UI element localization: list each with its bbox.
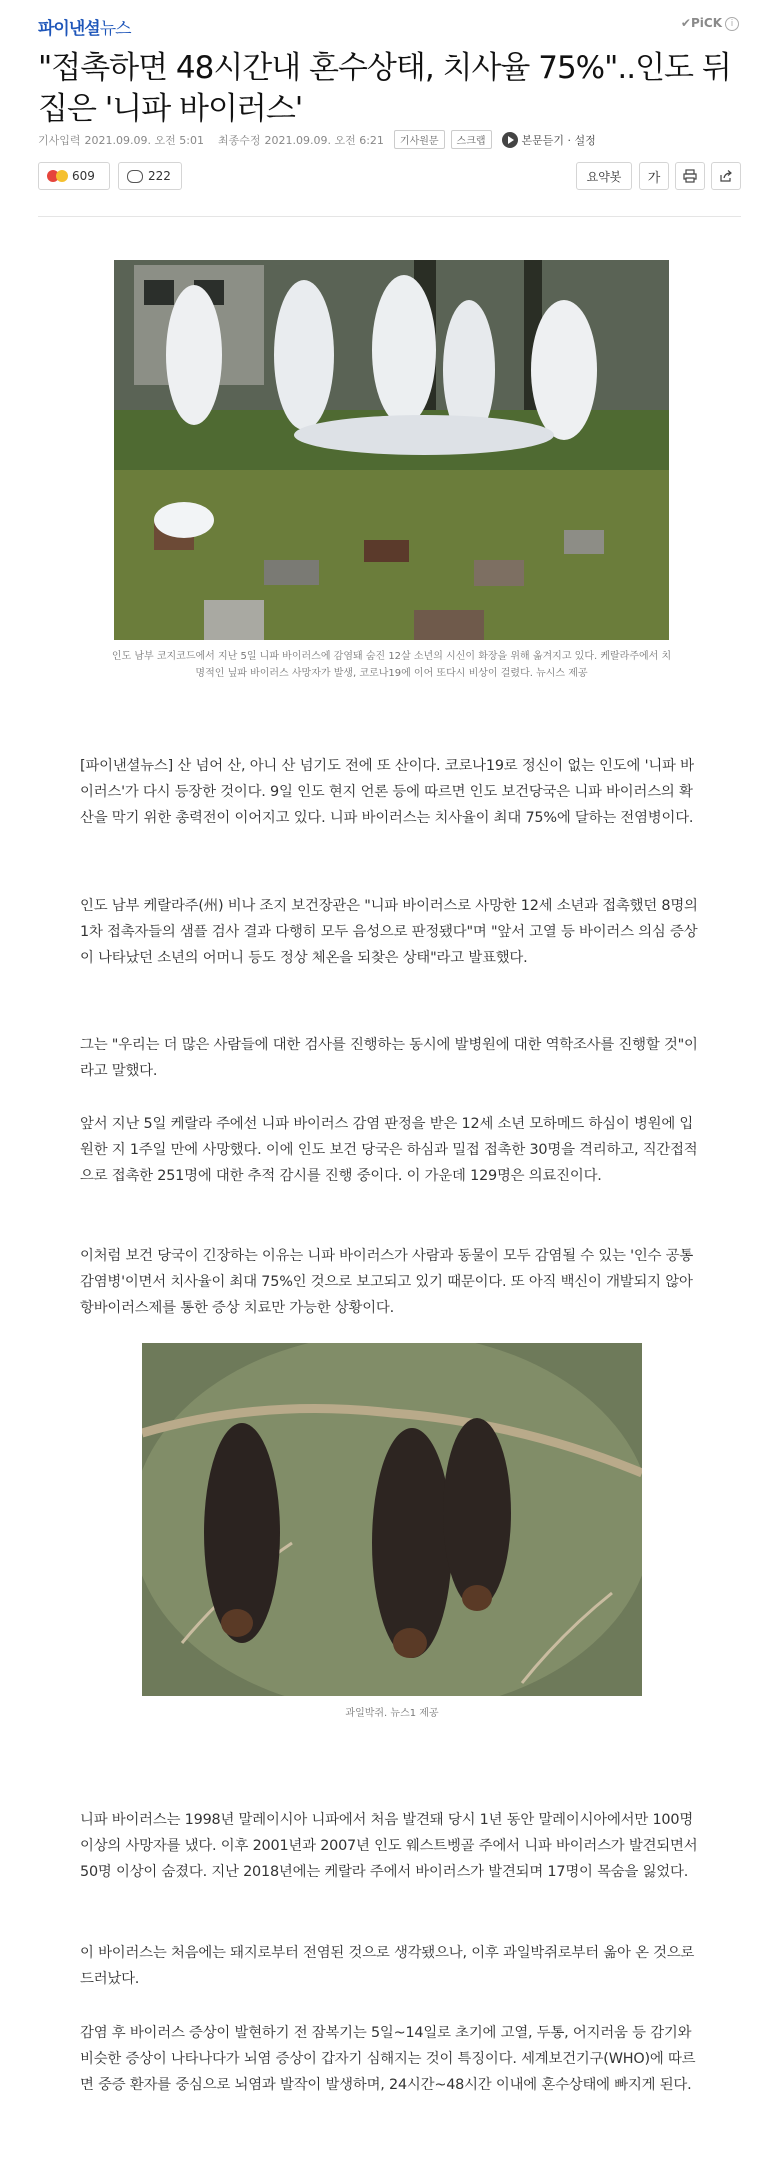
comment-icon <box>127 170 143 183</box>
article-meta <box>38 130 596 149</box>
modified-label: 최종수정 <box>217 133 261 147</box>
published-time: 2021.09.09. 오전 5:01 <box>84 133 204 147</box>
pick-label: ✔PiCK <box>680 16 722 30</box>
published-label: 기사입력 <box>38 133 81 147</box>
share-button[interactable] <box>711 162 741 190</box>
sad-emoji-icon <box>56 170 68 182</box>
original-article-button[interactable]: 기사원문 <box>394 130 445 149</box>
listen-label: 본문듣기 · 설정 <box>521 133 596 147</box>
info-icon[interactable]: i <box>725 17 739 31</box>
logo-brand: 파이낸셜 <box>38 19 100 39</box>
article-photo-fruit-bats[interactable] <box>142 1343 642 1696</box>
header <box>0 0 779 40</box>
body-paragraph: 이 바이러스는 처음에는 돼지로부터 전염된 것으로 생각됐으나, 이후 과일박쥐로부터 옮아 온 것으로 드러났다. <box>80 1945 695 1987</box>
header-divider <box>38 216 741 217</box>
comment-button[interactable] <box>118 162 182 190</box>
body-paragraph: 인도 남부 케랄라주(州) 비나 조지 보건장관은 "니파 바이러스로 사망한 12세 소년과 접촉했던 8명의 1차 접촉자들의 샘플 검사 결과 다행히 모두 음성으로 판정됐다"며 "앞서 고열 등 바이러스 의심 증상이 나타났던 소년의 어머니 등도 정상 체온을 되찾은 상태"라고 발표했다. <box>80 898 698 966</box>
body-paragraph: 그는 "우리는 더 많은 사람들에 대한 검사를 진행하는 동시에 발병원에 대한 역학조사를 진행할 것"이라고 말했다. <box>80 1037 698 1079</box>
reaction-count: 609 <box>72 169 95 183</box>
body-paragraph: 앞서 지난 5일 케랄라 주에선 니파 바이러스 감염 판정을 받은 12세 소년 모하메드 하심이 병원에 입원한 지 1주일 만에 사망했다. 이에 인도 보건 당국은 하심과 밀접 접촉한 30명을 격리하고, 직간접적으로 접촉한 251명에 대한 추적 감시를 진행 중이다. 이 가운데 129명은 의료진이다. <box>80 1116 698 1184</box>
summary-bot-button[interactable]: 요약봇 <box>576 162 632 190</box>
body-paragraph: 이처럼 보건 당국이 긴장하는 이유는 니파 바이러스가 사람과 동물이 모두 감염될 수 있는 '인수 공통 감염병'이면서 치사율이 최대 75%인 것으로 보고되고 있기 때문이다. 또 아직 백신이 개발되지 않아 항바이러스제를 통한 증상 치료만 가능한 상황이다. <box>80 1248 694 1316</box>
scrap-button[interactable]: 스크랩 <box>451 130 492 149</box>
body-paragraph: [파이낸셜뉴스] 산 넘어 산, 아니 산 넘기도 전에 또 산이다. 코로나19로 정신이 없는 인도에 '니파 바이러스'가 다시 등장한 것이다. 9일 인도 현지 언론 등에 따르면 인도 보건당국은 니파 바이러스의 확산을 막기 위한 총력전이 이어지고 있다. 니파 바이러스는 치사율이 최대 75%에 달하는 전염병이다. <box>80 758 694 826</box>
comment-count: 222 <box>148 169 171 183</box>
reaction-button[interactable] <box>38 162 110 190</box>
photo-icon <box>114 260 669 640</box>
body-paragraph: 니파 바이러스는 1998년 말레이시아 니파에서 처음 발견돼 당시 1년 동안 말레이시아에서만 100명 이상의 사망자를 냈다. 이후 2001년과 2007년 인도 웨스트벵골 주에서 니파 바이러스가 발견되면서 50명 이상이 숨졌다. 지난 2018년에는 케랄라 주에서 바이러스가 발견되며 17명이 목숨을 잃었다. <box>80 1812 698 1880</box>
article-photo-nipah-funeral[interactable] <box>114 260 669 640</box>
photo-caption-2: 과일박쥐. 뉴스1 제공 <box>345 1708 439 1719</box>
pick-badge[interactable] <box>681 16 739 31</box>
listen-button[interactable] <box>502 132 596 148</box>
logo-sub: 뉴스 <box>99 19 131 39</box>
press-logo[interactable] <box>38 14 131 39</box>
print-icon <box>683 169 697 183</box>
body-paragraph: 감염 후 바이러스 증상이 발현하기 전 잠복기는 5일~14일로 초기에 고열, 두통, 어지러움 등 감기와 비슷한 증상이 나타나다가 뇌염 증상이 갑자기 심해지는 것이 특징이다. 세계보건기구(WHO)에 따르면 중증 환자를 중심으로 뇌염과 발작이 발생하며, 24시간~48시간 이내에 혼수상태에 빠지게 된다. <box>80 2025 696 2093</box>
photo-icon <box>142 1343 642 1696</box>
print-button[interactable] <box>675 162 705 190</box>
font-size-button[interactable]: 가 <box>639 162 669 190</box>
speaker-icon <box>502 132 518 148</box>
share-icon <box>719 169 733 183</box>
article-title: "접촉하면 48시간내 혼수상태, 치사율 75%"..인도 뒤집은 '니파 바이러스' <box>38 50 731 127</box>
photo-caption-1: 인도 남부 코지코드에서 지난 5일 니파 바이러스에 감염돼 숨진 12살 소년의 시신이 화장을 위해 옮겨지고 있다. 케랄라주에서 치명적인 닢파 바이러스 사망자가 발생, 코로나19에 이어 또다시 비상이 걸렸다. 뉴시스 제공 <box>111 651 672 679</box>
article-toolbar <box>38 162 741 198</box>
modified-time: 2021.09.09. 오전 6:21 <box>264 133 384 147</box>
